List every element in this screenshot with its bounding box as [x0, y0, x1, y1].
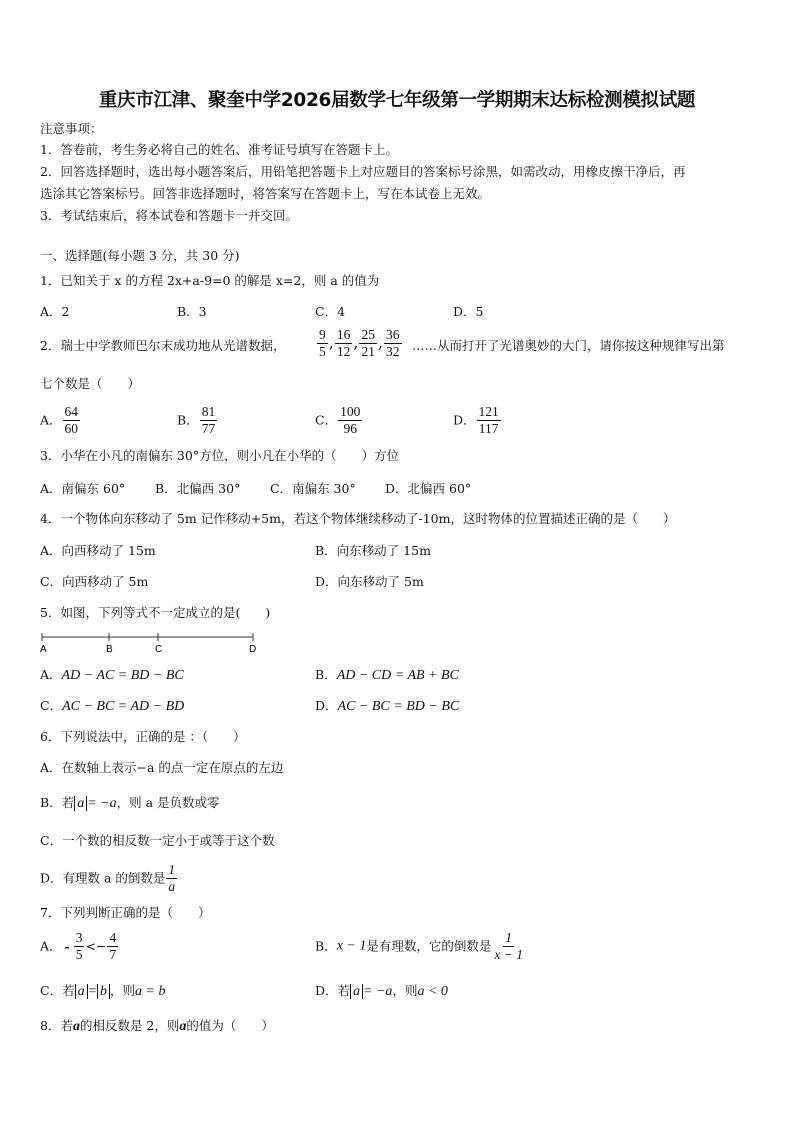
q2-stem-part: 2．瑞士中学教师巴尔末成功地从光谱数据， — [40, 338, 286, 353]
q3-option-a: A．南偏东 60° — [40, 481, 126, 496]
question-1-stem: 1．已知关于 x 的方程 2x+a-9=0 的解是 x=2，则 a 的值为 — [40, 273, 380, 288]
question-3-stem: 3．小华在小凡的南偏东 30°方位，则小凡在小华的（ ）方位 — [40, 448, 400, 463]
question-2-stem — [40, 338, 285, 354]
point-label-c: C — [155, 644, 163, 654]
q2-stem-part: ……从而打开了光谱奥妙的大门，请你按这种规律写出第 — [412, 338, 725, 353]
q6-option-a: A．在数轴上表示−a 的点一定在原点的左边 — [40, 760, 284, 775]
notice-item: 3．考试结束后，将本试卷和答题卡一并交回。 — [40, 208, 298, 223]
q3-option-b: B．北偏西 30° — [155, 481, 241, 496]
q6-option-d: D．有理数 a 的倒数是 $\frac{1}{a}$ — [40, 862, 176, 894]
q3-option-d: D．北偏西 60° — [385, 481, 472, 496]
q4-option-d: D．向东移动了 5m — [315, 574, 424, 589]
sequence-fraction: $\frac{9}{5}$ — [319, 327, 326, 359]
question-8-stem: 8．若a的相反数是 2，则a的值为（ ） — [40, 1018, 274, 1034]
question-7-stem: 7．下列判断正确的是（ ） — [40, 905, 211, 920]
q2-option-d: D． $\frac{121}{117}$ — [453, 404, 499, 436]
point-label-b: B — [106, 644, 113, 654]
q7-option-c: C．若 a = b ，则a = b — [40, 983, 166, 999]
q2-option-c: C． $\frac{100}{96}$ — [315, 404, 361, 436]
q5-option-b: B．AD − CD = AB + BC — [315, 667, 459, 683]
q6-option-b: B．若 a = −a，则 a 是负数或零 — [40, 795, 220, 811]
q7-option-a: A． - $\frac{3}{5}$ <− $\frac{4}{7}$ — [40, 930, 117, 962]
segment-figure — [40, 632, 256, 654]
notice-item: 1．答卷前，考生务必将自己的姓名、准考证号填写在答题卡上。 — [40, 142, 398, 157]
q6-option-c: C．一个数的相反数一定小于或等于这个数 — [40, 833, 275, 848]
q4-option-b: B．向东移动了 15m — [315, 543, 431, 558]
q5-option-d: D．AC − BC = BD − BC — [315, 698, 460, 714]
question-4-stem: 4．一个物体向东移动了 5m 记作移动+5m，若这个物体继续移动了-10m，这时物体的位置描述正确的是（ ） — [40, 511, 676, 526]
q4-option-a: A．向西移动了 15m — [40, 543, 156, 558]
page-title: 重庆市江津、聚奎中学2026届数学七年级第一学期期末达标检测模拟试题 — [98, 90, 696, 111]
notice-item: 选涂其它答案标号。回答非选择题时，将答案写在答题卡上，写在本试卷上无效。 — [40, 186, 491, 201]
q7-option-b: B．x − 1是有理数，它的倒数是 $\frac{1}{x - 1}$ — [315, 930, 523, 962]
sequence-fraction: $\frac{36}{32}$ — [386, 327, 400, 359]
q2-stem-part: 七个数是（ ） — [40, 376, 141, 391]
notice-item: 2．回答选择题时，选出每小题答案后，用铅笔把答题卡上对应题目的答案标号涂黑，如需改动，用橡皮擦干净后，再 — [40, 164, 686, 179]
q1-option-d: D．5 — [453, 304, 484, 319]
q2-option-a: A． $\frac{64}{60}$ — [40, 404, 79, 436]
q1-option-b: B．3 — [177, 304, 207, 319]
q5-option-a: A．AD − AC = BD − BC — [40, 667, 184, 683]
q3-option-c: C．南偏东 30° — [270, 481, 356, 496]
point-label-a: A — [40, 644, 47, 654]
q7-option-d: D．若 a = −a，则a < 0 — [315, 983, 448, 999]
question-6-stem: 6．下列说法中，正确的是 ：（ ） — [40, 729, 246, 744]
q2-sequence: $\frac{9}{5}$ , $\frac{16}{12}$ , $\frac{25}{21}$ , $\frac{36}{32}$ — [319, 327, 400, 359]
sequence-fraction: $\frac{16}{12}$ — [336, 327, 351, 359]
point-label-d: D — [249, 644, 256, 654]
section-heading: 一、选择题(每小题 3 分，共 30 分) — [40, 248, 240, 263]
notice-heading: 注意事项： — [40, 121, 103, 136]
q4-option-c: C．向西移动了 5m — [40, 574, 149, 589]
question-5-stem: 5．如图，下列等式不一定成立的是( ) — [40, 605, 271, 620]
q1-option-c: C．4 — [315, 304, 346, 319]
q2-option-b: B． $\frac{81}{77}$ — [177, 404, 216, 436]
q1-option-a: A．2 — [40, 304, 70, 319]
q5-option-c: C．AC − BC = AD − BD — [40, 698, 185, 714]
sequence-fraction: $\frac{25}{21}$ — [361, 327, 375, 359]
